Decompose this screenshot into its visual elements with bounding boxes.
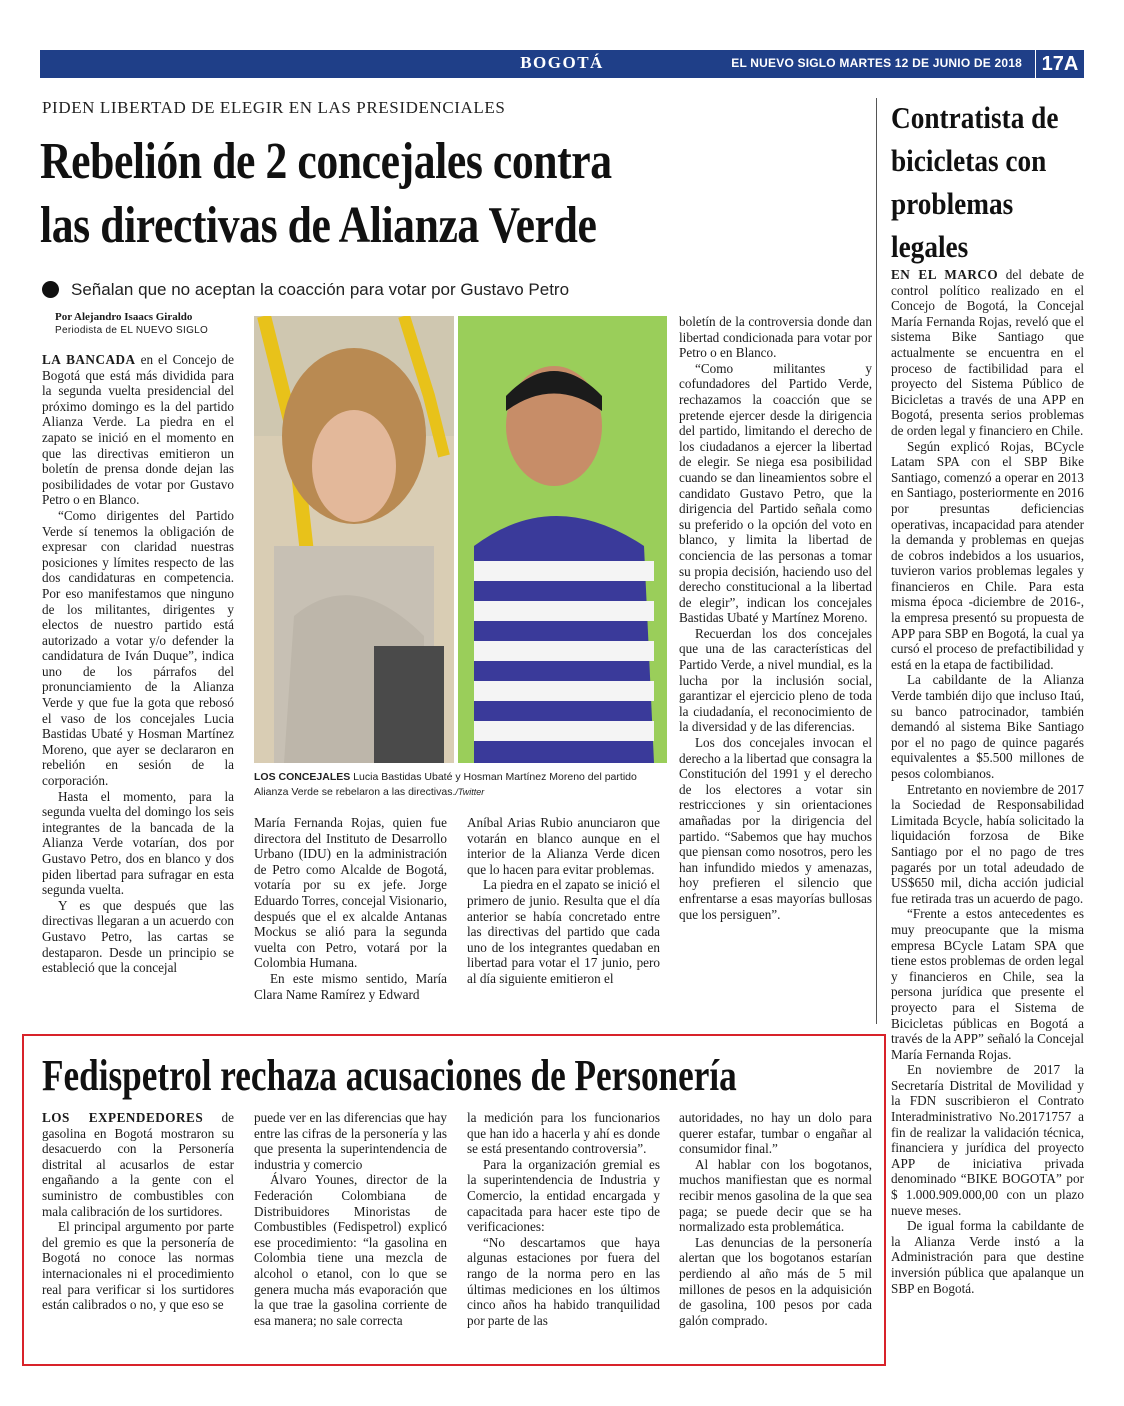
- sidebar-headline: Contratista de bicicletas con problemas legales: [891, 100, 1059, 264]
- paragraph: autoridades, no hay un dolo para querer estafar, tumbar o engañar al consumidor final.”: [679, 1110, 872, 1157]
- concejales-photo-illustration: [254, 316, 667, 763]
- paragraph: la medición para los funcionarios que han ido a hacerla y ahí es donde se está presentando controversia”.: [467, 1110, 660, 1157]
- paragraph: “Como militantes y cofundadores del Partido Verde, rechazamos la coacción que se pretende ejercer desde la dirigencia del partido, limitando el derecho de los ciudadanos a ejercer la libertad de elegir. Se niega esa posibilidad cuando se dan lineamientos sobre el candidato Gustavo Petro, que la dirigencia del Partido señala como su preferido o la opción del voto en blanco, y limita la libertad de conciencia de las personas a tomar su propia decisión, haciendo uso del derecho constitucional a la libertad de elegir”, indican los concejales Bastidas Ubaté y Martínez Moreno.: [679, 360, 872, 626]
- paragraph: [42, 1110, 234, 1219]
- boxed-column-2: [254, 1110, 447, 1328]
- main-column-3: [467, 815, 660, 987]
- paragraph: [891, 267, 1084, 439]
- paragraph: Aníbal Arias Rubio anunciaron que votarán en blanco aunque en el interior de la Alianza Verde dicen que lo hacen para evitar problemas.: [467, 815, 660, 877]
- lead-in: LOS EXPENDEDORES: [42, 1110, 204, 1125]
- paragraph: Álvaro Younes, director de la Federación Colombiana de Distribuidores Minoristas de Combustibles (Fedispetrol) explicó ese procedimiento: “la gasolina en Colombia tiene una mezcla de alcohol o etanol, con lo que se genera mucha más evaporación que la que trae la gasolina corriente de esa manera; no sale correcta: [254, 1172, 447, 1328]
- lead-in: LA BANCADA: [42, 352, 136, 367]
- photo-caption: [254, 770, 667, 800]
- paragraph-text: de gasolina en Bogotá mostraron su desacuerdo con la Personería distrital al acusarlos de estar engañando a la gente con el suministro de combustibles con mala calibración de los surtidores.: [42, 1110, 235, 1219]
- boxed-column-4: [679, 1110, 872, 1328]
- article-photo: [254, 316, 667, 763]
- caption-credit: /Twitter: [455, 787, 485, 797]
- byline: [55, 311, 235, 337]
- paragraph: Hasta el momento, para la segunda vuelta del domingo los seis integrantes de la bancada de la Alianza Verde votarían, dos por Gustavo Petro, dos en blanco y dos piden libertad para sufragar en esta segunda vuelta.: [42, 788, 234, 898]
- paragraph: Las denuncias de la personería alertan que los bogotanos estarían perdiendo al año más de 5 mil millones de pesos en la adquisición de gasolina, 100 pesos por cada galón comprado.: [679, 1234, 872, 1328]
- article-kicker: PIDEN LIBERTAD DE ELEGIR EN LAS PRESIDENCIALES: [42, 98, 506, 117]
- paragraph: María Fernanda Rojas, quien fue directora del Instituto de Desarrollo Urbano (IDU) en la administración de Petro como Alcalde de Bogotá, votaría por su ex jefe. Jorge Eduardo Torres, concejal Visionario, después que el ex alcalde Antanas Mockus se alió para la segunda vuelta con Petro, votará por la Colombia Humana.: [254, 815, 447, 971]
- article-subhead: [42, 280, 569, 300]
- caption-lead: LOS CONCEJALES: [254, 771, 351, 783]
- main-column-2: [254, 815, 447, 1002]
- byline-author: Por Alejandro Isaacs Giraldo: [55, 311, 193, 323]
- paragraph: Para la organización gremial es la superintendencia de Industria y Comercio, la entidad encargada y capacitada para hacer este tipo de verificaciones:: [467, 1156, 660, 1235]
- paragraph: En noviembre de 2017 la Secretaría Distrital de Movilidad y la FDN suscribieron el Contrato Interadministrativo No.20171757 a fin de realizar la validación técnica, financiera y jurídica del proyecto APP de iniciativa privada denominado “BIKE BOGOTA” por $ 1.000.909.000,00 con un plazo nueve meses.: [891, 1062, 1084, 1218]
- header-bar: [40, 50, 1084, 78]
- byline-role: Periodista de EL NUEVO SIGLO: [55, 325, 209, 336]
- paragraph: “No descartamos que haya algunas estaciones por fuera del rango de la norma pero en las últimas mediciones en los últimos cinco años ha habido tranquilidad por parte de las: [467, 1234, 660, 1328]
- boxed-headline: Fedispetrol rechaza acusaciones de Personería: [42, 1051, 737, 1100]
- headline-line-1: Rebelión de 2 concejales contra: [40, 133, 612, 190]
- paragraph-text: del debate de control político realizado en el Concejo de Bogotá, la Concejal María Fernanda Rojas, reveló que el sistema Bike Santiago que actualmente se encuentra en el proceso de factibilidad para el proyecto del Sistema Público de Bicicletas a través de una APP en Bogotá, presenta serios problemas de orden legal y financiero en Chile.: [891, 267, 1084, 438]
- paragraph: La piedra en el zapato se inició el primero de junio. Resulta que el día anterior se había concretado entre las directivas del partido que cada uno de los integrantes quedaban en libertad para votar el 17 junio, pero al día siguiente emitieron el: [467, 877, 660, 986]
- publication-date-line: [731, 56, 1022, 70]
- boxed-column-3: [467, 1110, 660, 1328]
- paragraph: “Como dirigentes del Partido Verde sí tenemos la obligación de expresar con claridad nuestras posiciones y límites respecto de las dos candidaturas en competencia. Por eso manifestamos que ninguno de los militantes, dirigentes y electos de nuestro partido está autorizado a votar y/o defender la candidatura de Iván Duque”, indica uno de los párrafos del pronunciamiento de la Alianza Verde y que fue la gota que rebosó el vaso de los concejales Lucia Bastidas Ubaté y Hosman Martínez Moreno, que ayer se declararon en rebelión en sesión de la corporación.: [42, 507, 234, 789]
- paragraph: En este mismo sentido, María Clara Name Ramírez y Edward: [254, 970, 447, 1002]
- column-divider: [876, 98, 877, 1024]
- paragraph: Y es que después que las directivas llegaran a un acuerdo con Gustavo Petro, las cartas se destaparon. Desde un principio se estableció que la concejal: [42, 897, 234, 976]
- article-headline: [40, 130, 746, 258]
- paragraph: El principal argumento por parte del gremio es que la personería de Bogotá no conoce las normas internacionales ni el procedimiento real para verificar si los surtidores están calibrados o no, y que eso se: [42, 1219, 234, 1313]
- main-column-1: [42, 352, 234, 976]
- section-title: BOGOTÁ: [520, 53, 604, 72]
- paragraph-text: en el Concejo de Bogotá que está más dividida para la segunda vuelta presidencial del próximo domingo es la del partido Alianza Verde. La piedra en el zapato se inició en el momento en que las directivas emitieron un boletín de prensa donde dejan las posibilidades de votar por Gustavo Petro o en Blanco.: [42, 352, 235, 508]
- paragraph: Al hablar con los bogotanos, muchos manifiestan que es normal recibir menos gasolina de la que sea paga; se puede decir que se ha normalizado esta problemática.: [679, 1156, 872, 1235]
- paragraph: [42, 352, 234, 508]
- paragraph: boletín de la controversia donde dan libertad condicionada para votar por Petro o en Blanco.: [679, 314, 872, 361]
- headline-line-2: las directivas de Alianza Verde: [40, 197, 597, 254]
- paragraph: Según explicó Rojas, BCycle Latam SPA con el SBP Bike Santiago, comenzó a operar en 2013 en Santiago, posteriormente en 2016 por presuntas deficiencias operativas, incapacidad para atender la demanda y problemas en quejas de cobros indebidos a los usuarios, tuvieron varios problemas legales y financieros en Chile. Para esta misma época -diciembre de 2016-, la empresa presentó su propuesta de APP para SBP en Bogotá, la cual ya cursó el proceso de prefactibilidad y está en la etapa de factibilidad.: [891, 438, 1085, 672]
- paragraph: Los dos concejales invocan el derecho a la libertad que consagra la Constitución del 1991 y el derecho de los electores a votar sin restricciones y sin orientaciones amañadas por la dirigencia del partido. “Sabemos que hay muchos que piensan como nosotros, pero les han infundido miedos y amenazas, hoy prefieren el silencio que enfrentarse a esas mayorías bullosas que los persiguen”.: [679, 735, 872, 922]
- boxed-column-1: [42, 1110, 234, 1313]
- subhead-text: Señalan que no aceptan la coacción para votar por Gustavo Petro: [71, 280, 570, 299]
- lead-in: EN EL MARCO: [891, 267, 999, 282]
- page-number: 17A: [1035, 50, 1084, 78]
- paragraph: De igual forma la cabildante de la Alianza Verde instó a la Administración para que destine inversión pública que apalanque un SBP en Bogotá.: [891, 1218, 1084, 1296]
- bullet-icon: [42, 281, 59, 298]
- paragraph: Recuerdan los dos concejales que una de las características del Partido Verde, a nivel mundial, es la lucha por la inclusión social, garantizar el ejercicio pleno de toda la ciudadanía, el reconocimiento de la diversidad y de las diferencias.: [679, 625, 872, 735]
- main-column-4: [679, 314, 872, 922]
- publication-date: MARTES 12 DE JUNIO DE 2018: [839, 56, 1022, 70]
- sidebar-column: [891, 267, 1084, 1296]
- paragraph: puede ver en las diferencias que hay entre las cifras de la personería y las que presenta la superintendencia de industria y comercio: [254, 1110, 447, 1172]
- paragraph: La cabildante de la Alianza Verde también dijo que incluso Itaú, su banco patrocinador, también demandó al sistema Bike Santiago por el no pago de quince pagarés equivalentes a $5.500 millones de pesos colombianos.: [891, 672, 1084, 781]
- caption-text: Lucia Bastidas Ubaté y Hosman Martínez Moreno del partido Alianza Verde se rebelaron a las directivas.: [254, 771, 637, 798]
- paragraph: Entretanto en noviembre de 2017 la Sociedad de Responsabilidad Limitada Bcycle, había solicitado la liquidación forzosa de Bike Santiago por el no pago de tres pagarés por un total adeudado de US$650 mil, dicha acción judicial fue retirada tras un acuerdo de pago.: [891, 781, 1084, 906]
- paragraph: “Frente a estos antecedentes es muy preocupante que la misma empresa BCycle Latam SPA que tiene estos problemas de orden legal y financieros en Chile, sea la persona jurídica que presente el proyecto para el Sistema de Bicicletas públicas en Bogotá a través de la APP” señaló la Concejal María Fernanda Rojas.: [891, 906, 1084, 1062]
- publication-name: EL NUEVO SIGLO: [731, 56, 836, 70]
